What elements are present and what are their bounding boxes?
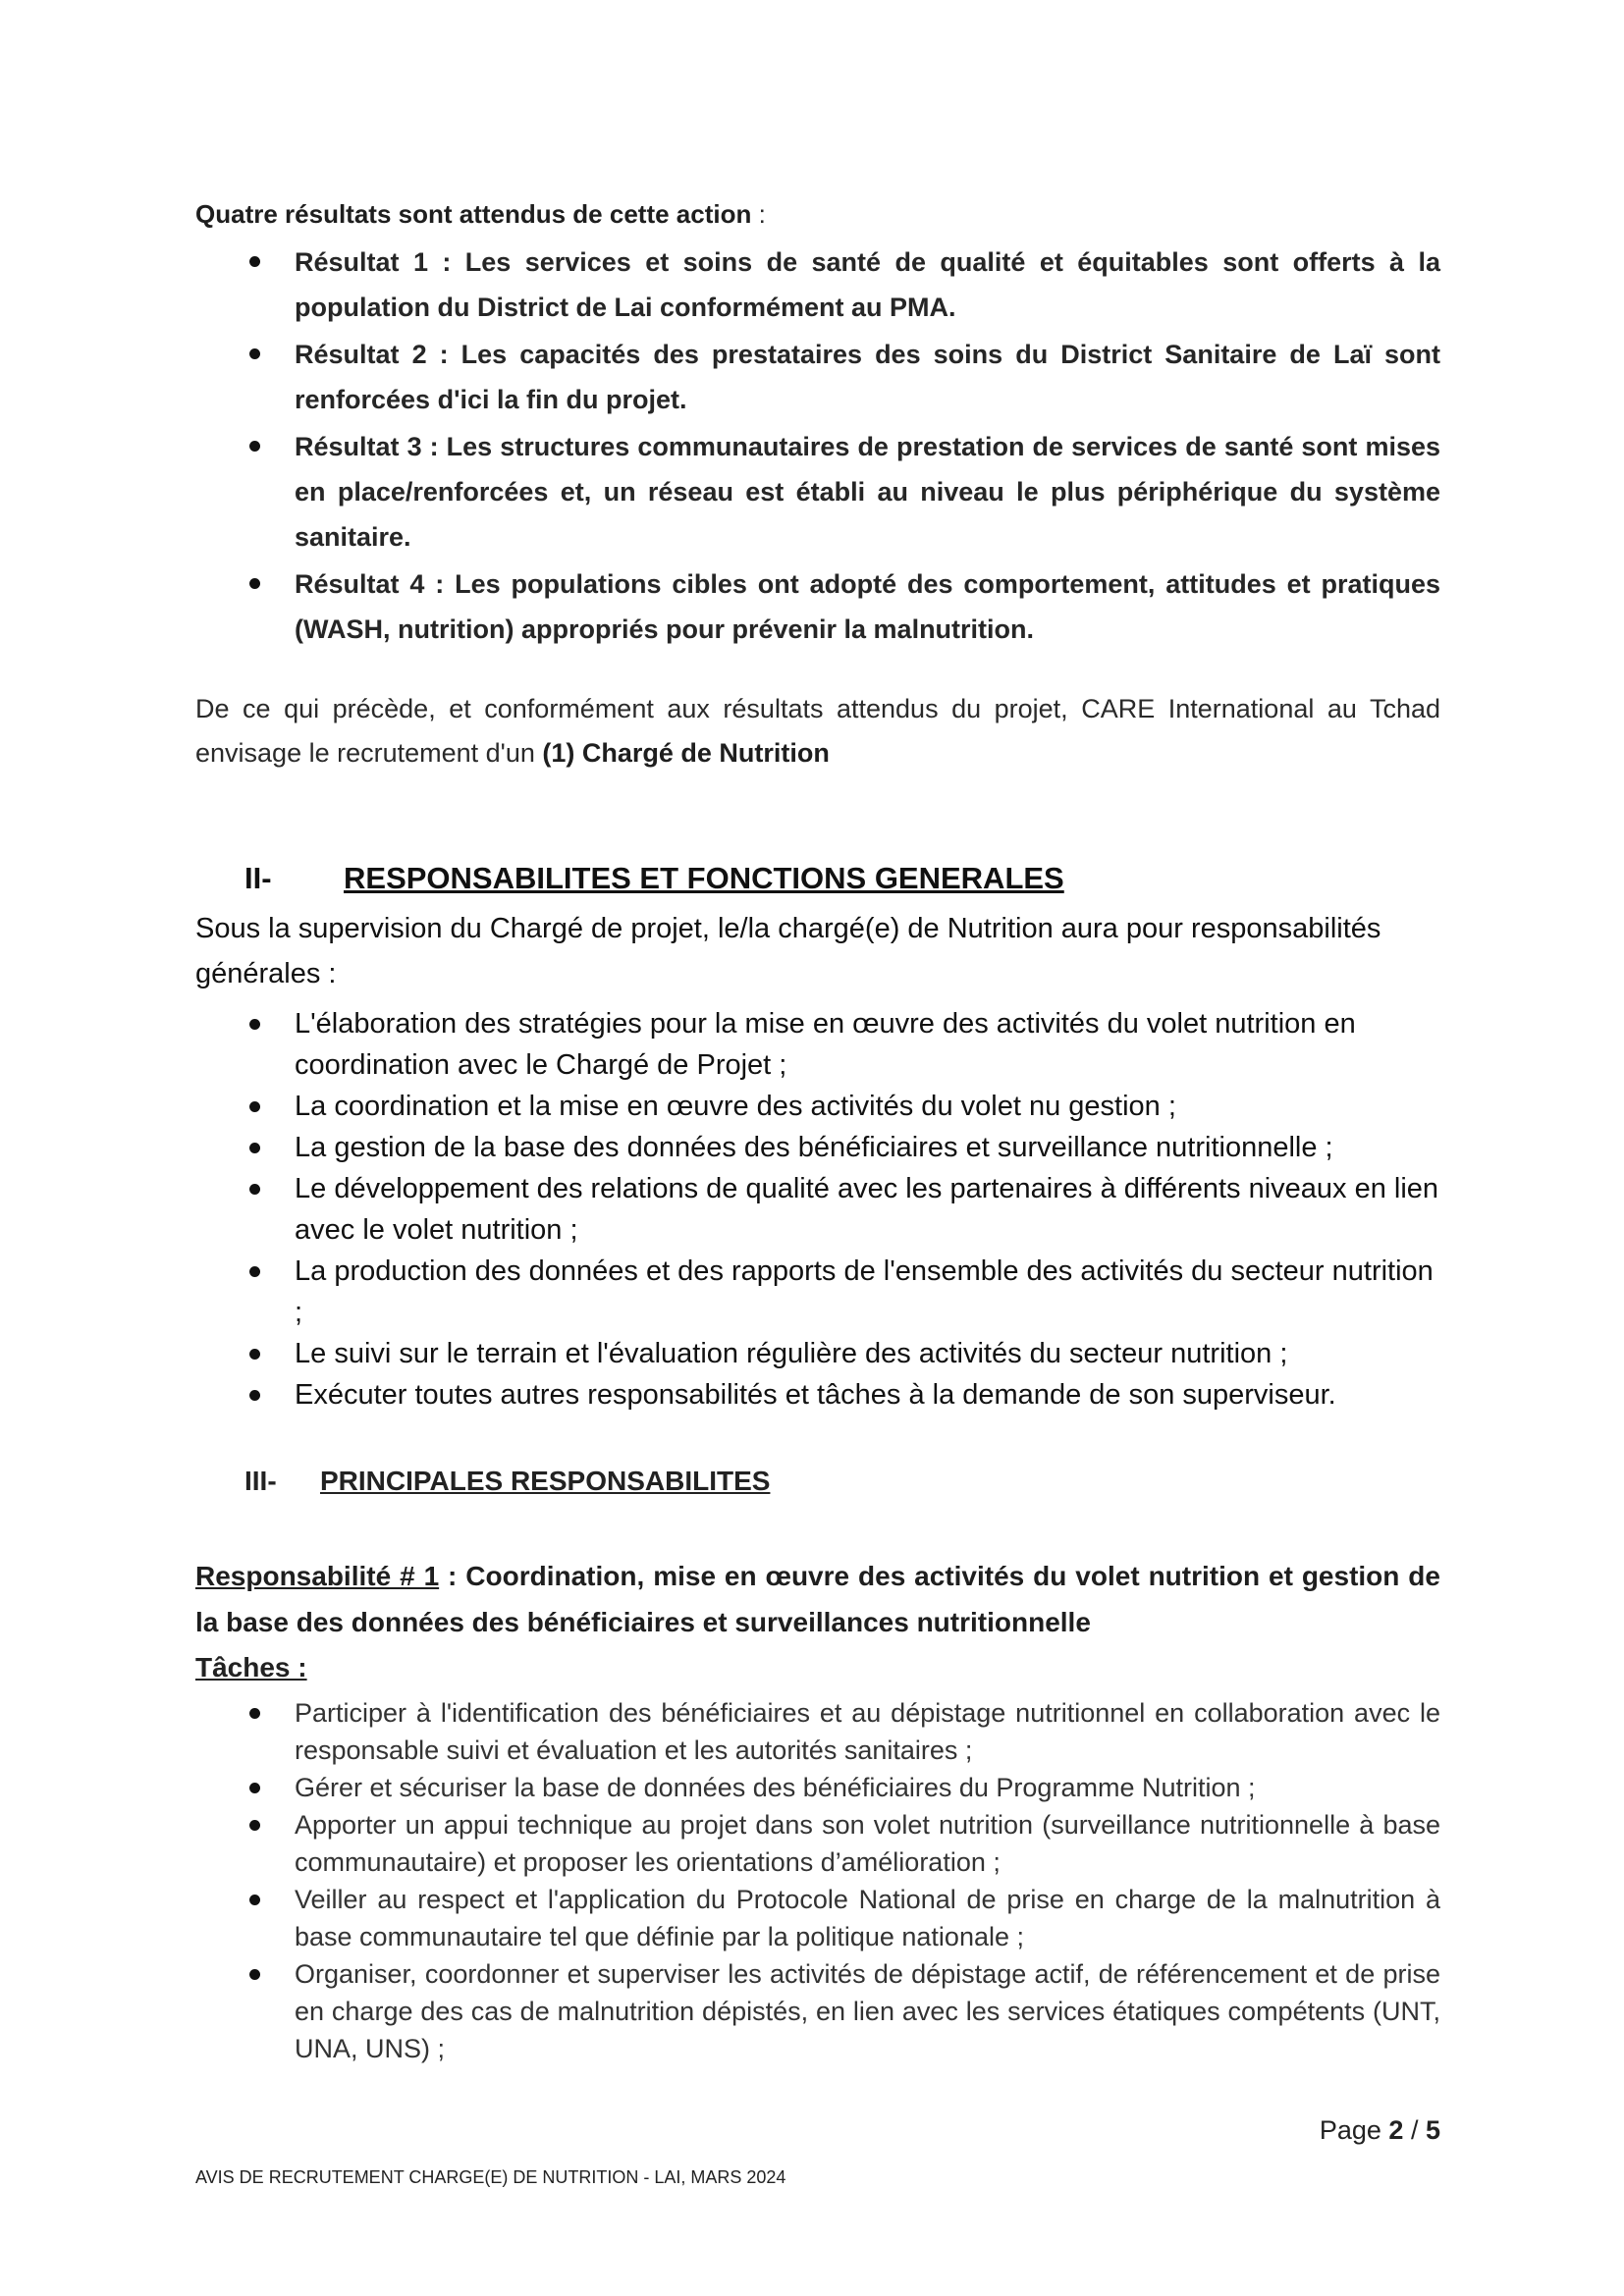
page-current: 2: [1388, 2115, 1404, 2145]
tasks-list: [195, 1694, 1440, 2067]
page-separator: /: [1403, 2115, 1426, 2145]
list-item: Le développement des relations de qualité avec les partenaires à différents niveaux en lien avec le volet nutrition ;: [195, 1168, 1440, 1251]
list-item: Organiser, coordonner et superviser les activités de dépistage actif, de référencement et de prise en charge des cas de malnutrition dépistés, en lien avec les services étatiques compétents (UNT, UNA, UNS) ;: [195, 1955, 1440, 2067]
list-item: La coordination et la mise en œuvre des activités du volet nu gestion ;: [195, 1086, 1440, 1127]
section-3-number: III-: [244, 1466, 277, 1496]
list-item: Résultat 2 : Les capacités des prestataires des soins du District Sanitaire de Laï sont renforcées d'ici la fin du projet.: [195, 332, 1440, 422]
recruitment-text: De ce qui précède, et conformément aux résultats attendus du projet, CARE International au Tchad envisage le recrutement d'un: [195, 694, 1440, 768]
list-item: Gérer et sécuriser la base de données des bénéficiaires du Programme Nutrition ;: [195, 1769, 1440, 1806]
list-item: Résultat 3 : Les structures communautaires de prestation de services de santé sont mises en place/renforcées et, un réseau est établi au niveau le plus périphérique du système sanitaire.: [195, 424, 1440, 560]
results-intro-lead: Quatre résultats sont attendus de cette action: [195, 199, 752, 229]
list-item: Participer à l'identification des bénéficiaires et au dépistage nutritionnel en collaboration avec le responsable suivi et évaluation et les autorités sanitaires ;: [195, 1694, 1440, 1769]
general-responsibilities-list: [195, 1003, 1440, 1415]
list-item: L'élaboration des stratégies pour la mise en œuvre des activités du volet nutrition en coordination avec le Chargé de Projet ;: [195, 1003, 1440, 1086]
section-2-intro: Sous la supervision du Chargé de projet, le/la chargé(e) de Nutrition aura pour responsabilités générales :: [195, 913, 1381, 989]
recruitment-position: (1) Chargé de Nutrition: [542, 738, 830, 768]
results-list: [195, 240, 1440, 654]
section-2-number: II-: [244, 861, 272, 895]
results-intro-colon: :: [751, 199, 766, 229]
list-item: La production des données et des rapports de l'ensemble des activités du secteur nutrition ;: [195, 1251, 1440, 1333]
page-label: Page: [1319, 2115, 1389, 2145]
list-item: Apporter un appui technique au projet dans son volet nutrition (surveillance nutritionnelle à base communautaire) et proposer les orientations d’amélioration ;: [195, 1806, 1440, 1881]
list-item: Veiller au respect et l'application du Protocole National de prise en charge de la malnutrition à base communautaire tel que définie par la politique nationale ;: [195, 1881, 1440, 1955]
results-intro: [195, 192, 1440, 236]
section-2-title: RESPONSABILITES ET FONCTIONS GENERALES: [344, 861, 1064, 895]
page-total: 5: [1425, 2115, 1440, 2145]
list-item: La gestion de la base des données des bénéficiaires et surveillance nutritionnelle ;: [195, 1127, 1440, 1168]
page-number: [1320, 2115, 1440, 2146]
recruitment-paragraph: [195, 687, 1440, 775]
responsibility-1-heading: [195, 1553, 1440, 1645]
responsibility-1-title: : Coordination, mise en œuvre des activités du volet nutrition et gestion de la base des données des bénéficiaires et surveillances nutritionnelle: [195, 1561, 1440, 1637]
tasks-label-text: Tâches :: [195, 1652, 307, 1682]
section-3-heading: [195, 1466, 1440, 1501]
tasks-label: [195, 1652, 1440, 1683]
list-item: Exécuter toutes autres responsabilités et tâches à la demande de son superviseur.: [195, 1374, 1440, 1415]
list-item: Résultat 4 : Les populations cibles ont adopté des comportement, attitudes et pratiques (WASH, nutrition) appropriés pour prévenir la malnutrition.: [195, 561, 1440, 652]
footer-note: AVIS DE RECRUTEMENT CHARGE(E) DE NUTRITION - LAI, MARS 2024: [195, 2167, 786, 2187]
section-2-heading: [195, 861, 1440, 900]
section-3-title: PRINCIPALES RESPONSABILITES: [320, 1466, 771, 1496]
list-item: Le suivi sur le terrain et l'évaluation régulière des activités du secteur nutrition ;: [195, 1333, 1440, 1374]
responsibility-1-label: Responsabilité # 1: [195, 1561, 440, 1591]
list-item: Résultat 1 : Les services et soins de santé de qualité et équitables sont offerts à la population du District de Lai conformément au PMA.: [195, 240, 1440, 330]
